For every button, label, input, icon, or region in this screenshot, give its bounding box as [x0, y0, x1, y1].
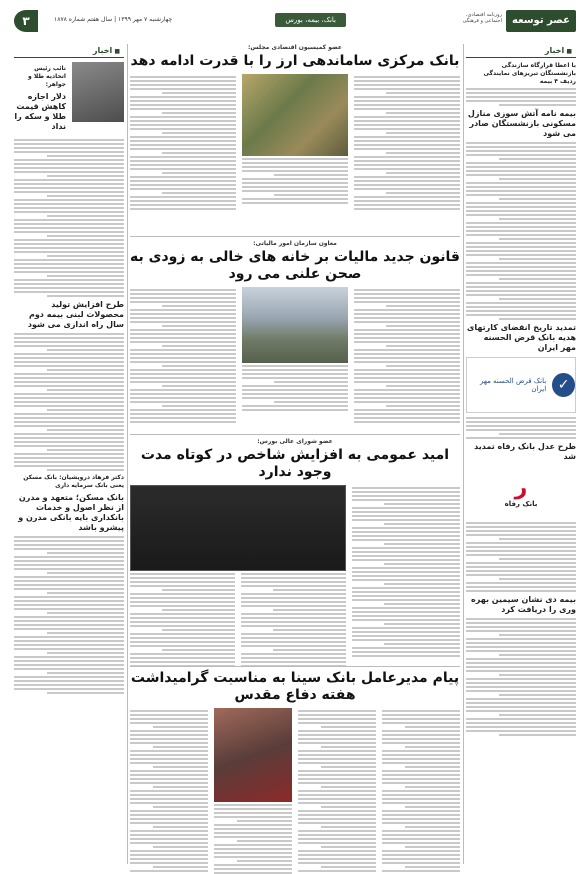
right-item-3-headline: تمدید تاریخ انقضای کارتهای هدیه بانک قرض الحسنه مهر ایران: [467, 323, 576, 352]
article-text: [466, 618, 576, 736]
story-stock-market: [130, 434, 460, 664]
interviewee-photo: [72, 62, 124, 122]
article-text: [466, 142, 576, 320]
column-divider-right: [463, 44, 464, 864]
story3-kicker: عضو شورای عالی بورس:: [257, 438, 333, 445]
center-section: [130, 44, 460, 864]
news-tab-left: ■ اخبار: [14, 44, 124, 58]
refah-bank-logo: ﺭ بانک رفاه: [504, 475, 538, 508]
article-text: [466, 522, 576, 592]
article-text: [14, 139, 124, 297]
right-item-1-headline: با اعطا قرارگاه سازندگی بازنشستگان تبریزهای نمایندگی ردیف ۴ بیمه: [483, 62, 576, 85]
left-column: [14, 44, 124, 864]
article-text: [130, 571, 235, 669]
section-title: بانک، بیمه، بورس: [275, 13, 346, 27]
article-text: [130, 710, 208, 874]
banknotes-photo: [242, 74, 348, 156]
masthead: [14, 10, 576, 36]
right-item-5-headline: بیمه دی نشان سیمین بهره وری را دریافت کرد: [471, 595, 576, 614]
article-text: [466, 88, 576, 106]
article-text: [354, 76, 460, 210]
article-text: [352, 487, 460, 657]
story-tax: [130, 236, 460, 432]
right-item-4-headline: طرح عدل بانک رفاه تمدید شد: [474, 442, 576, 461]
issue-date: چهارشنبه ۷ مهر ۱۳۹۹ | سال هفتم شماره ۱۸۷۸: [54, 16, 173, 23]
page-number: ۳: [14, 10, 38, 32]
ceo-portrait-photo: [214, 708, 292, 802]
story-sina-bank: [130, 666, 460, 864]
story1-kicker: عضو کمیسیون اقتصادی مجلس:: [248, 44, 342, 51]
story2-headline: قانون جدید مالیات بر خانه های خالی به زودی به صحن علنی می رود: [130, 249, 460, 282]
story2-kicker: معاون سازمان امور مالیاتی:: [253, 240, 337, 247]
article-text: [466, 417, 576, 439]
article-text: [241, 571, 346, 669]
article-text: [382, 710, 460, 874]
refah-emblem-icon: ﺭ: [514, 475, 528, 500]
article-text: [242, 365, 348, 411]
right-item-2-headline: بیمه نامه آتش سوزی منازل مسکونی بازنشستگان صادر می شود: [467, 109, 576, 138]
city-buildings-photo: [242, 287, 348, 363]
story4-headline: پیام مدیرعامل بانک سینا به مناسبت گرامیداشت هفته دفاع مقدس: [130, 670, 460, 703]
checkmark-icon: ✓: [552, 373, 575, 397]
article-text: [130, 76, 236, 210]
left-caption-kicker: نائب رئیس اتحادیه طلا و جواهر:: [28, 65, 66, 88]
article-text: [14, 333, 124, 471]
article-text: [354, 289, 460, 423]
article-text: [130, 289, 236, 423]
article-text: [298, 710, 376, 874]
article-text: [242, 158, 348, 204]
newspaper-logo: عصر توسعه: [506, 10, 576, 32]
left-item-3-kicker: دکتر فرهاد درویشیان: بانک مسکن یعنی بانک سرمایه داری: [23, 474, 124, 489]
article-text: [14, 536, 124, 694]
stock-board-photo: [130, 485, 346, 571]
story-currency: [130, 44, 460, 234]
column-divider-left: [127, 44, 128, 864]
story3-headline: امید عمومی به افزایش شاخص در کوتاه مدت وجود ندارد: [140, 447, 450, 480]
left-item-3-headline: بانک مسکن؛ متعهد و مدرن از نظر اصول و خدمات بانکداری بایه بانکی مدرن و پیشرو باشد: [18, 493, 124, 532]
story1-headline: بانک مرکزی ساماندهی ارز را با قدرت ادامه دهد: [130, 53, 460, 69]
newspaper-subtitle: روزنامه اقتصادی، اجتماعی و فرهنگی: [462, 12, 502, 24]
news-tab-right: ■ اخبار: [466, 44, 576, 58]
left-caption-headline: دلار اجازه کاهش قیمت طلا و سکه را نداد: [14, 92, 66, 131]
left-item-2-headline: طرح افزایش تولید محصولات لبنی بیمه دوم سال راه اندازی می شود: [27, 300, 124, 329]
article-text: [214, 804, 292, 874]
ghavamin-bank-logo: ✓ بانک قرض الحسنه مهر ایران: [466, 357, 576, 413]
right-column: [466, 44, 576, 864]
